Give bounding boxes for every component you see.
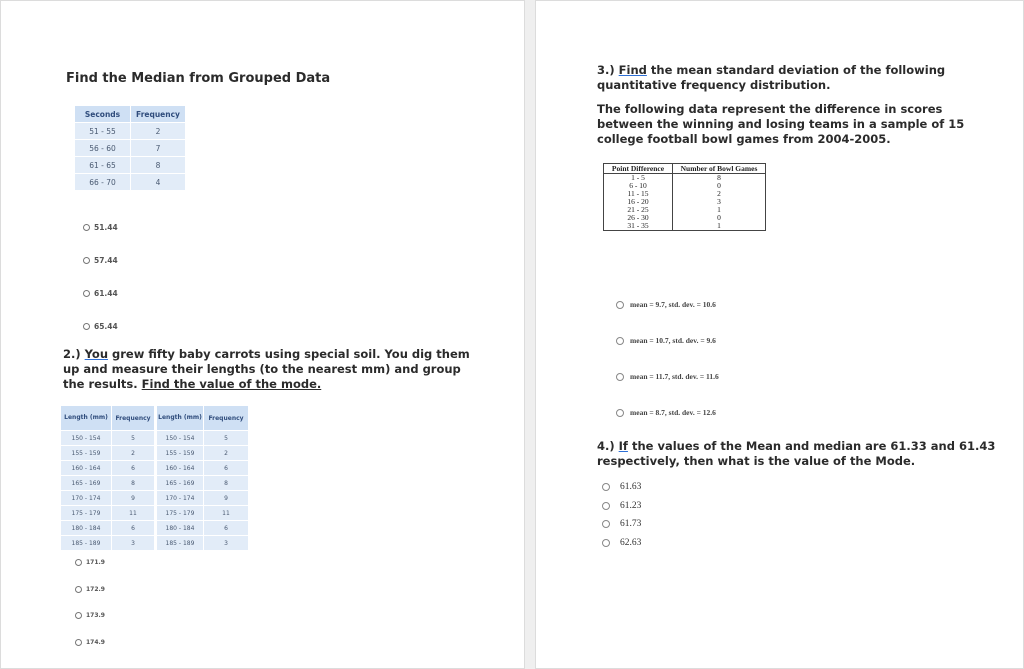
table-cell: 5 (112, 431, 154, 445)
radio-icon[interactable] (83, 224, 90, 231)
answer-option[interactable] (602, 538, 641, 548)
table-cell: 0 (673, 182, 766, 190)
table-row (61, 476, 154, 490)
table-cell: 2 (673, 190, 766, 198)
radio-icon[interactable] (75, 612, 82, 619)
table-cell: 165 - 169 (157, 476, 203, 490)
question-ask: Find the value of the mode. (141, 377, 322, 391)
table-cell: 150 - 154 (157, 431, 203, 445)
table-cell: 6 (112, 461, 154, 475)
question-3-text (597, 63, 977, 93)
point-difference-table (603, 163, 766, 231)
answer-option[interactable] (616, 336, 716, 345)
question-number: 2.) (63, 347, 81, 361)
table-cell: 0 (673, 214, 766, 222)
table-row (75, 174, 185, 190)
table-cell: 1 - 5 (604, 174, 673, 183)
answer-option[interactable] (616, 300, 716, 309)
table-cell: 3 (204, 536, 248, 550)
table-row (61, 446, 154, 460)
table-cell: 185 - 189 (61, 536, 111, 550)
table-cell: 9 (204, 491, 248, 505)
question-body: grew fifty baby carrots using special soil. You dig them up and measure their lengths (to the nearest mm) and group the results. (63, 347, 470, 391)
table-cell: 170 - 174 (157, 491, 203, 505)
option-label: 51.44 (94, 223, 118, 232)
table-cell: 51 - 55 (75, 123, 130, 139)
table-cell: 6 - 10 (604, 182, 673, 190)
answer-option[interactable] (616, 372, 719, 381)
carrot-length-table-2 (156, 405, 249, 551)
radio-icon[interactable] (75, 559, 82, 566)
answer-option[interactable] (602, 519, 641, 529)
table-row (157, 536, 248, 550)
question-2-text (63, 347, 473, 392)
table-row (157, 476, 248, 490)
table-header: Length (mm) (61, 406, 111, 430)
table-cell: 175 - 179 (61, 506, 111, 520)
radio-icon[interactable] (83, 290, 90, 297)
table-cell: 8 (673, 174, 766, 183)
option-label: mean = 11.7, std. dev. = 11.6 (630, 372, 719, 381)
table-row (75, 157, 185, 173)
table-cell: 31 - 35 (604, 222, 673, 231)
table-cell: 155 - 159 (61, 446, 111, 460)
option-label: mean = 8.7, std. dev. = 12.6 (630, 408, 716, 417)
table-cell: 26 - 30 (604, 214, 673, 222)
right-page (535, 0, 1024, 669)
table-row (61, 461, 154, 475)
table-cell: 16 - 20 (604, 198, 673, 206)
table-cell: 2 (131, 123, 185, 139)
table-cell: 21 - 25 (604, 206, 673, 214)
radio-icon[interactable] (75, 639, 82, 646)
radio-icon[interactable] (602, 483, 610, 491)
option-label: 173.9 (86, 612, 105, 619)
table-cell: 61 - 65 (75, 157, 130, 173)
table-header: Frequency (204, 406, 248, 430)
radio-icon[interactable] (616, 301, 624, 309)
table-cell: 185 - 189 (157, 536, 203, 550)
radio-icon[interactable] (75, 586, 82, 593)
table-row (61, 431, 154, 445)
table-cell: 6 (112, 521, 154, 535)
answer-option[interactable] (75, 586, 105, 593)
question-3-description: The following data represent the difference in scores between the winning and losing teams in a sample of 15 college football bowl games from 2004-2005. (597, 102, 965, 146)
table-row (157, 461, 248, 475)
table-cell: 180 - 184 (157, 521, 203, 535)
table-cell: 8 (112, 476, 154, 490)
answer-option[interactable] (602, 482, 641, 492)
table-header: Seconds (75, 106, 130, 122)
table-header: Frequency (131, 106, 185, 122)
answer-option[interactable] (602, 501, 641, 511)
table-row (157, 491, 248, 505)
answer-option[interactable] (83, 223, 118, 232)
table-cell: 11 (112, 506, 154, 520)
table-cell: 3 (673, 198, 766, 206)
table-cell: 150 - 154 (61, 431, 111, 445)
option-label: 57.44 (94, 256, 118, 265)
option-label: 61.23 (620, 501, 642, 511)
table-cell: 160 - 164 (157, 461, 203, 475)
table-row (61, 521, 154, 535)
radio-icon[interactable] (616, 337, 624, 345)
answer-option[interactable] (75, 612, 105, 619)
answer-option[interactable] (75, 639, 105, 646)
table-cell: 3 (112, 536, 154, 550)
table-header: Length (mm) (157, 406, 203, 430)
question-number: 3.) (597, 63, 615, 77)
radio-icon[interactable] (616, 409, 624, 417)
radio-icon[interactable] (602, 539, 610, 547)
table-row (61, 491, 154, 505)
table-cell: 1 (673, 206, 766, 214)
table-cell: 1 (673, 222, 766, 231)
question-number: 4.) (597, 439, 615, 453)
seconds-frequency-table (74, 105, 186, 191)
table-row (157, 521, 248, 535)
option-label: 61.44 (94, 289, 118, 298)
table-row (604, 174, 766, 183)
option-label: 61.73 (620, 519, 642, 529)
table-row (75, 140, 185, 156)
option-label: 62.63 (620, 538, 642, 548)
question-first-word: If (618, 439, 628, 453)
table-cell: 4 (131, 174, 185, 190)
answer-option[interactable] (83, 289, 118, 298)
table-cell: 66 - 70 (75, 174, 130, 190)
table-row (604, 222, 766, 231)
carrot-length-table-1 (60, 405, 155, 551)
answer-option[interactable] (75, 559, 105, 566)
table-cell: 180 - 184 (61, 521, 111, 535)
table-cell: 160 - 164 (61, 461, 111, 475)
answer-option[interactable] (83, 322, 118, 331)
table-cell: 155 - 159 (157, 446, 203, 460)
table-cell: 11 (204, 506, 248, 520)
option-label: 171.9 (86, 559, 105, 566)
question-first-word: Find (618, 63, 647, 77)
page-title: Find the Median from Grouped Data (66, 71, 331, 86)
table-cell: 11 - 15 (604, 190, 673, 198)
option-label: 172.9 (86, 586, 105, 593)
table-cell: 8 (204, 476, 248, 490)
table-cell: 9 (112, 491, 154, 505)
radio-icon[interactable] (83, 257, 90, 264)
option-label: mean = 10.7, std. dev. = 9.6 (630, 336, 716, 345)
table-row (75, 123, 185, 139)
table-header: Number of Bowl Games (673, 164, 766, 174)
table-cell: 2 (112, 446, 154, 460)
option-label: 61.63 (620, 482, 642, 492)
table-cell: 175 - 179 (157, 506, 203, 520)
option-label: mean = 9.7, std. dev. = 10.6 (630, 300, 716, 309)
question-body: the mean standard deviation of the following quantitative frequency distribution. (597, 63, 946, 92)
table-header: Frequency (112, 406, 154, 430)
answer-option[interactable] (83, 256, 118, 265)
radio-icon[interactable] (602, 520, 610, 528)
table-cell: 6 (204, 521, 248, 535)
table-header: Point Difference (604, 164, 673, 174)
question-body: the values of the Mean and median are 61.33 and 61.43 respectively, then what is the value of the Mode. (597, 439, 996, 468)
table-row (61, 506, 154, 520)
table-row (61, 536, 154, 550)
question-first-word: You (84, 347, 109, 361)
radio-icon[interactable] (83, 323, 90, 330)
table-cell: 5 (204, 431, 248, 445)
table-cell: 170 - 174 (61, 491, 111, 505)
table-cell: 2 (204, 446, 248, 460)
option-label: 65.44 (94, 322, 118, 331)
answer-option[interactable] (616, 408, 716, 417)
question-4-text (597, 439, 1002, 469)
table-row (157, 446, 248, 460)
table-cell: 56 - 60 (75, 140, 130, 156)
table-row (157, 431, 248, 445)
table-cell: 8 (131, 157, 185, 173)
radio-icon[interactable] (602, 502, 610, 510)
radio-icon[interactable] (616, 373, 624, 381)
table-cell: 7 (131, 140, 185, 156)
option-label: 174.9 (86, 639, 105, 646)
table-row (157, 506, 248, 520)
table-cell: 165 - 169 (61, 476, 111, 490)
table-cell: 6 (204, 461, 248, 475)
